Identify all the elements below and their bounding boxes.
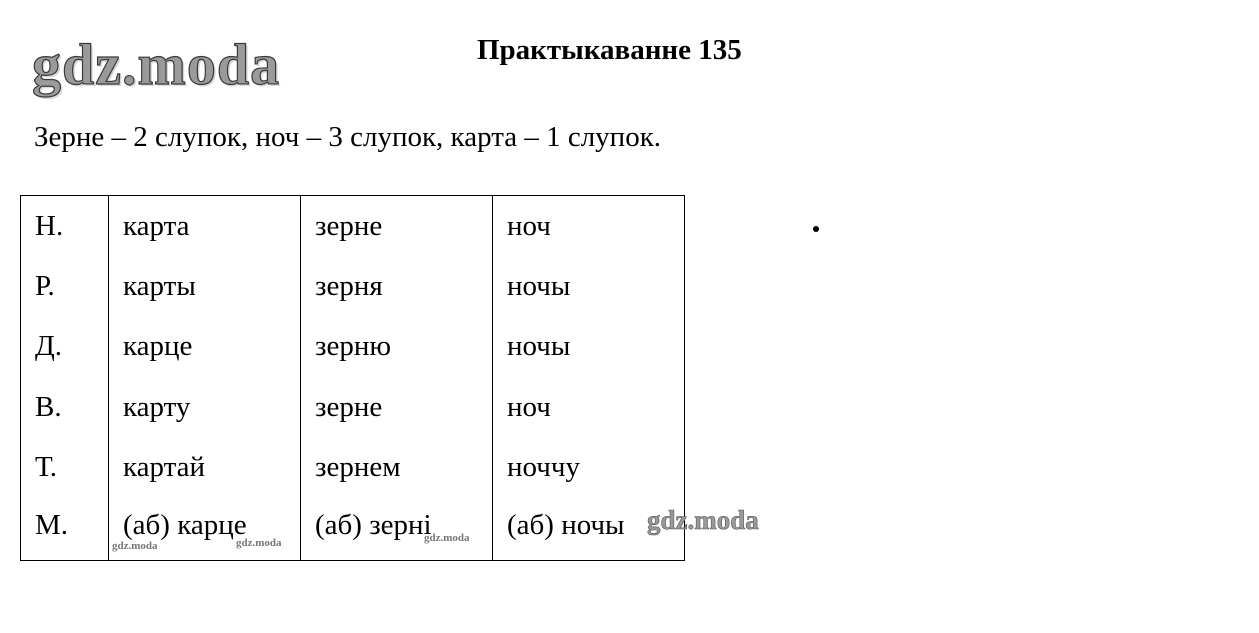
- table-cell: (аб) карце: [109, 498, 301, 560]
- table-cell: (аб) зерні: [301, 498, 493, 560]
- table-cell: картай: [109, 438, 301, 499]
- gdz-moda-logo: gdz.moda: [32, 32, 281, 97]
- watermark-small: gdz.moda: [236, 537, 282, 549]
- table-cell: (аб) ночы: [493, 498, 685, 560]
- watermark-logo: gdz.moda: [647, 505, 759, 535]
- table-cell: карце: [109, 317, 301, 378]
- intro-text: Зерне – 2 слупок, ноч – 3 слупок, карта – 1 слупок.: [34, 121, 662, 153]
- exercise-title: Практыкаванне 135: [477, 34, 742, 66]
- case-label: В.: [21, 377, 109, 438]
- case-label: Т.: [21, 438, 109, 499]
- table-cell: зерне: [301, 196, 493, 257]
- table-row: [21, 317, 685, 378]
- table-cell: карта: [109, 196, 301, 257]
- table-cell: ночы: [493, 317, 685, 378]
- table-row: [21, 256, 685, 317]
- table-cell: карту: [109, 377, 301, 438]
- table-row: [21, 196, 685, 257]
- table-row: [21, 438, 685, 499]
- table-row: [21, 377, 685, 438]
- declension-table: [20, 195, 685, 561]
- case-label: М.: [21, 498, 109, 560]
- table-cell: зерне: [301, 377, 493, 438]
- watermark-small: gdz.moda: [112, 540, 158, 552]
- table-cell: зернем: [301, 438, 493, 499]
- table-cell: ноч: [493, 377, 685, 438]
- table-cell: зерня: [301, 256, 493, 317]
- watermark-small: gdz.moda: [424, 532, 470, 544]
- stray-dot: [813, 226, 819, 232]
- case-label: Д.: [21, 317, 109, 378]
- table-cell: карты: [109, 256, 301, 317]
- table-cell: ночы: [493, 256, 685, 317]
- table-cell: ноч: [493, 196, 685, 257]
- case-label: Н.: [21, 196, 109, 257]
- table-cell: зерню: [301, 317, 493, 378]
- table-cell: ноччу: [493, 438, 685, 499]
- case-label: Р.: [21, 256, 109, 317]
